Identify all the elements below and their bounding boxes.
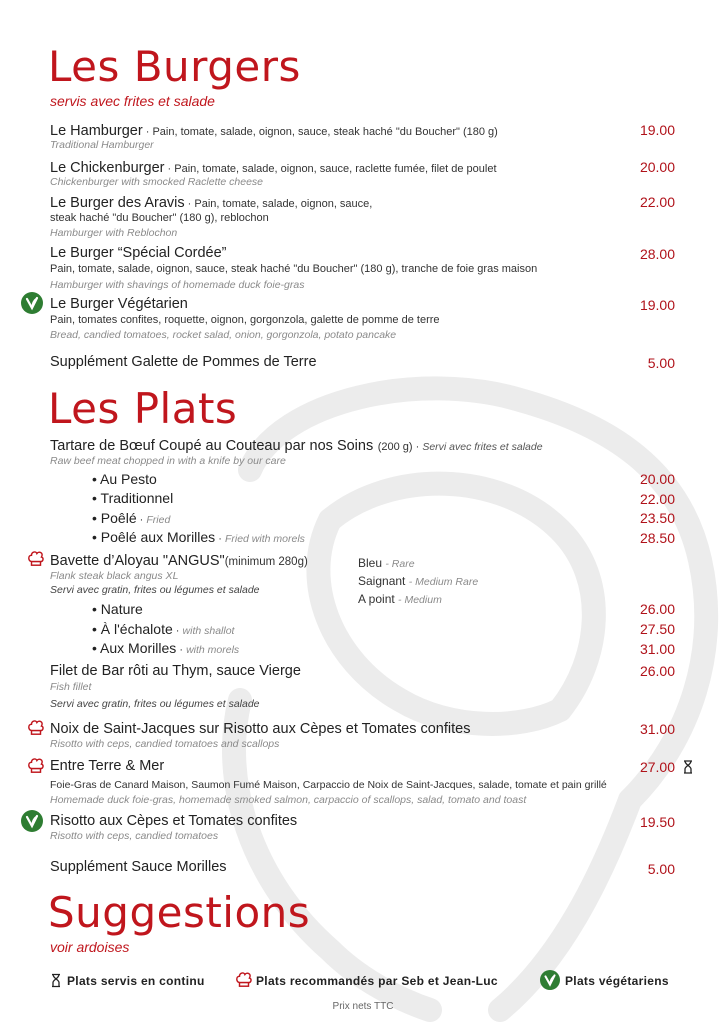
option-price: 26.00	[639, 601, 675, 617]
item-note: Servi avec gratin, frites ou légumes et salade	[50, 698, 260, 710]
cooking-en: Rare	[391, 558, 415, 570]
cooking-bleu: Bleu - Rare	[358, 556, 415, 570]
supplement-name: Supplément Galette de Pommes de Terre	[50, 354, 317, 370]
item-desc: Pain, tomate, salade, oignon, sauce,	[194, 198, 373, 210]
suggestions-title: Suggestions	[48, 888, 311, 937]
item-price: 20.00	[639, 159, 675, 175]
item-price: 31.00	[639, 721, 675, 737]
item-sep: ·	[164, 163, 175, 175]
plat-tartare	[50, 437, 543, 455]
option-morilles: • Aux Morilles · with morels	[92, 640, 240, 656]
option-label: Traditionnel	[100, 490, 174, 506]
plat-bavette	[50, 552, 308, 570]
item-translation: Bread, candied tomatoes, rocket salad, onion, gorgonzola, potato pancake	[50, 329, 397, 341]
option-translation: with morels	[186, 644, 240, 656]
option-label: Poêlé aux Morilles	[100, 529, 216, 545]
item-weight: (minimum 280g)	[224, 556, 308, 568]
item-desc: Pain, tomate, salade, oignon, sauce, raclette fumée, filet de poulet	[174, 163, 497, 175]
item-name: Le Hamburger	[50, 123, 143, 139]
chef-hat-icon	[27, 756, 45, 774]
suggestions-subtitle: voir ardoises	[50, 939, 130, 955]
cooking-en: Medium	[404, 594, 442, 606]
item-price: 26.00	[639, 663, 675, 679]
item-name: Risotto aux Cèpes et Tomates confites	[50, 813, 298, 829]
item-price: 22.00	[639, 194, 675, 210]
item-name: Le Chickenburger	[50, 160, 165, 176]
item-desc: Pain, tomates confites, roquette, oignon, gorgonzola, galette de pomme de terre	[50, 314, 440, 326]
item-translation: Fish fillet	[50, 681, 92, 693]
item-sep: ·	[184, 198, 195, 210]
option-label: Nature	[100, 601, 143, 617]
item-sep: ·	[142, 126, 153, 138]
option-nature: • Nature	[92, 601, 143, 617]
item-price: 27.00	[639, 759, 675, 775]
chef-hat-icon	[27, 549, 45, 567]
cooking-fr: Saignant	[358, 574, 406, 588]
option-label: Au Pesto	[100, 471, 157, 487]
item-desc-line2: steak haché "du Boucher" (180 g), reblochon	[50, 212, 269, 224]
option-poele: • Poêlé · Fried	[92, 510, 171, 526]
cooking-fr: A point	[358, 592, 395, 606]
option-translation: Fried with morels	[224, 533, 305, 545]
chef-hat-icon	[235, 970, 253, 988]
footer-prix: Prix nets TTC	[332, 1001, 394, 1012]
cooking-en: Medium Rare	[415, 576, 479, 588]
burger-hamburger	[50, 122, 498, 140]
item-translation: Homemade duck foie-gras, homemade smoked salmon, carpaccio of scallops, salad, tomato and toast	[50, 794, 527, 806]
option-echalote: • À l'échalote · with shallot	[92, 621, 235, 637]
chef-hat-icon	[27, 718, 45, 736]
cooking-saignant: Saignant - Medium Rare	[358, 574, 479, 588]
item-translation: Chickenburger with smocked Raclette cheese	[50, 176, 264, 188]
option-label: Poêlé	[100, 510, 137, 526]
burgers-subtitle: servis avec frites et salade	[50, 93, 215, 109]
supplement-price: 5.00	[647, 861, 675, 877]
cooking-a-point: A point - Medium	[358, 592, 442, 606]
burger-chickenburger	[50, 159, 497, 177]
burger-aravis	[50, 194, 372, 212]
item-price: 19.00	[639, 122, 675, 138]
item-sep: ·	[412, 441, 423, 453]
option-label: À l'échalote	[100, 621, 173, 637]
leaf-icon	[540, 970, 560, 990]
option-label: Aux Morilles	[100, 640, 177, 656]
option-price: 22.00	[639, 491, 675, 507]
option-price: 31.00	[639, 641, 675, 657]
item-desc: Pain, tomate, salade, oignon, sauce, steak haché "du Boucher" (180 g), tranche de foie gras maison	[50, 263, 538, 275]
item-desc: Foie-Gras de Canard Maison, Saumon Fumé Maison, Carpaccio de Noix de Saint-Jacques, salade, tomate et pain grillé	[50, 779, 607, 791]
item-translation: Risotto with ceps, candied tomatoes and scallops	[50, 738, 280, 750]
option-translation: with shallot	[182, 625, 235, 637]
option-traditionnel: • Traditionnel	[92, 490, 174, 506]
item-translation: Hamburger with shavings of homemade duck foie-gras	[50, 279, 305, 291]
option-price: 23.50	[639, 510, 675, 526]
option-price: 28.50	[639, 530, 675, 546]
item-name: Entre Terre & Mer	[50, 758, 165, 774]
item-name: Tartare de Bœuf Coupé au Couteau par nos Soins	[50, 438, 374, 454]
item-price: 28.00	[639, 246, 675, 262]
item-name: Noix de Saint-Jacques sur Risotto aux Cèpes et Tomates confites	[50, 721, 471, 737]
item-note: Servi avec gratin, frites ou légumes et salade	[50, 584, 260, 596]
option-price: 27.50	[639, 621, 675, 637]
legend-continu: Plats servis en continu	[67, 974, 205, 988]
item-weight: (200 g)	[377, 441, 413, 453]
plats-title: Les Plats	[48, 384, 238, 433]
leaf-icon	[21, 810, 43, 832]
burgers-title: Les Burgers	[48, 42, 301, 91]
item-translation: Hamburger with Reblochon	[50, 227, 178, 239]
hourglass-icon	[51, 973, 61, 988]
item-note: Servi avec frites et salade	[422, 441, 543, 453]
cooking-fr: Bleu	[358, 556, 383, 570]
item-translation: Traditional Hamburger	[50, 139, 154, 151]
option-price: 20.00	[639, 471, 675, 487]
item-name: Bavette d’Aloyau "ANGUS"	[50, 553, 225, 569]
hourglass-icon	[683, 760, 693, 774]
supplement-price: 5.00	[647, 355, 675, 371]
option-poele-morilles: • Poêlé aux Morilles · Fried with morels	[92, 529, 305, 545]
item-name: Le Burger Végétarien	[50, 296, 188, 312]
item-desc: Pain, tomate, salade, oignon, sauce, steak haché "du Boucher" (180 g)	[152, 126, 498, 138]
item-translation: Risotto with ceps, candied tomatoes	[50, 830, 219, 842]
supplement-name: Supplément Sauce Morilles	[50, 859, 227, 875]
legend-vegetariens: Plats végétariens	[565, 974, 669, 988]
option-au-pesto: • Au Pesto	[92, 471, 157, 487]
option-translation: Fried	[146, 514, 171, 526]
item-name: Filet de Bar rôti au Thym, sauce Vierge	[50, 663, 301, 679]
legend-recommandes: Plats recommandés par Seb et Jean-Luc	[256, 974, 498, 988]
leaf-icon	[21, 292, 43, 314]
item-name: Le Burger des Aravis	[50, 195, 185, 211]
item-price: 19.50	[639, 814, 675, 830]
item-price: 19.00	[639, 297, 675, 313]
item-translation: Raw beef meat chopped in with a knife by our care	[50, 455, 286, 467]
item-name: Le Burger “Spécial Cordée”	[50, 245, 227, 261]
item-translation: Flank steak black angus XL	[50, 570, 179, 582]
